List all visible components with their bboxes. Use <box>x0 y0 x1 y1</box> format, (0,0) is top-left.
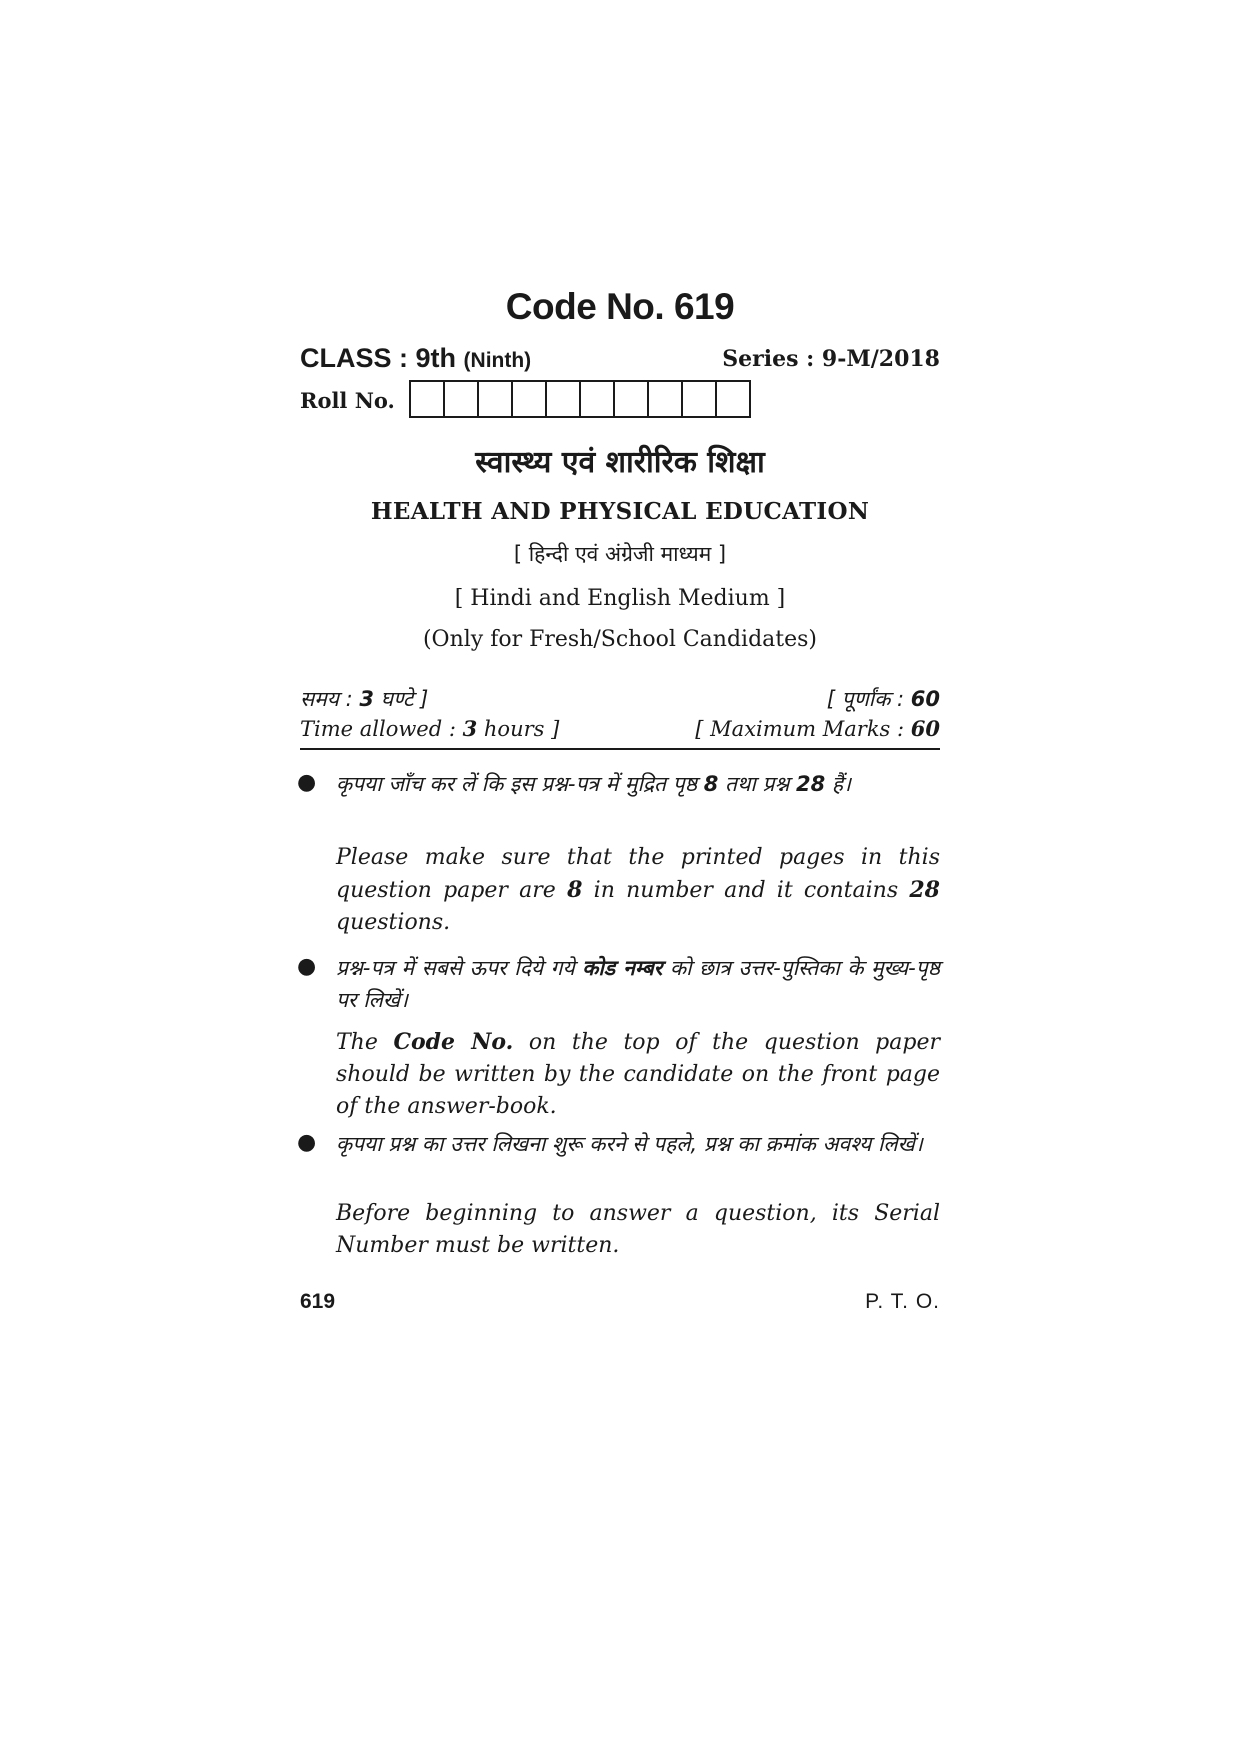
time-marks-row-english <box>300 716 940 746</box>
subject-title-english: HEALTH AND PHYSICAL EDUCATION <box>370 498 870 525</box>
instruction-english <box>336 1026 940 1123</box>
roll-number-box <box>409 380 445 418</box>
instruction-bold: 28 <box>909 877 940 903</box>
bullet-icon: ● <box>297 1130 317 1155</box>
time-english <box>300 716 559 741</box>
instruction-text: कृपया जाँच कर लें कि इस प्रश्न-पत्र में मुद्रित पृष्ठ <box>336 772 704 796</box>
class-series-row <box>300 343 940 379</box>
roll-number-box <box>511 380 547 418</box>
time-english-suffix: hours ] <box>477 717 560 741</box>
roll-number-box <box>477 380 513 418</box>
footer-page-code: 619 <box>300 1290 336 1313</box>
marks-hindi <box>827 685 940 713</box>
medium-hindi: [ हिन्दी एवं अंग्रेजी माध्यम ] <box>513 542 727 566</box>
time-hindi-prefix: समय : <box>300 687 360 711</box>
instruction-text: तथा प्रश्न <box>718 772 796 796</box>
series-label: Series : 9-M/2018 <box>722 346 940 372</box>
marks-hindi-value: 60 <box>910 687 940 711</box>
instruction-hindi <box>336 768 940 800</box>
code-number-title: Code No. 619 <box>505 286 735 327</box>
page-footer <box>300 1290 940 1320</box>
roll-number-box <box>681 380 717 418</box>
instruction-english: Before beginning to answer a question, its Serial Number must be written. <box>336 1201 940 1258</box>
instruction-text: प्रश्न-पत्र में सबसे ऊपर दिये गये <box>336 956 583 980</box>
roll-number-boxes <box>409 380 749 418</box>
subject-title-hindi: स्वास्थ्य एवं शारीरिक शिक्षा <box>475 445 765 480</box>
instruction-text: Please make sure that the printed pages in this question paper are <box>336 845 940 903</box>
class-text: CLASS : 9th <box>300 343 457 373</box>
time-hindi-value: 3 <box>359 687 374 711</box>
time-hindi-suffix: घण्टे ] <box>374 687 429 711</box>
marks-english <box>695 716 940 741</box>
instruction-text: questions. <box>336 910 451 935</box>
instruction-text: हैं। <box>825 772 851 796</box>
bullet-icon: ● <box>297 770 317 795</box>
time-english-value: 3 <box>462 716 478 741</box>
roll-number-box <box>579 380 615 418</box>
roll-number-row <box>300 380 940 420</box>
instruction-bold: 28 <box>795 772 826 796</box>
instruction-hindi <box>336 952 940 1016</box>
roll-number-box <box>545 380 581 418</box>
time-marks-row-hindi <box>300 685 940 715</box>
roll-number-box <box>443 380 479 418</box>
time-english-prefix: Time allowed : <box>300 717 463 741</box>
bullet-icon: ● <box>297 954 317 979</box>
roll-number-box <box>613 380 649 418</box>
instruction-bold: Code No. <box>393 1029 514 1055</box>
instruction-bold: 8 <box>567 877 583 903</box>
marks-hindi-prefix: [ पूर्णांक : <box>826 687 911 711</box>
instruction-bold: कोड नम्बर <box>582 956 663 980</box>
medium-english: [ Hindi and English Medium ] <box>454 586 786 611</box>
candidates-note: (Only for Fresh/School Candidates) <box>422 627 818 652</box>
instruction-text: को छात्र उत्तर-पुस्तिका के मुख्य-पृष्ठ पर लिखें। <box>336 956 940 1012</box>
class-label <box>300 343 531 374</box>
instruction-text: The <box>336 1030 394 1055</box>
roll-number-box <box>647 380 683 418</box>
roll-number-box <box>715 380 751 418</box>
instruction-hindi: कृपया प्रश्न का उत्तर लिखना शुरू करने से पहले, प्रश्न का क्रमांक अवश्य लिखें। <box>336 1132 923 1156</box>
instruction-text: in number and it contains <box>582 878 910 903</box>
marks-english-value: 60 <box>910 716 940 741</box>
instruction-bold: 8 <box>703 772 719 796</box>
marks-english-prefix: [ Maximum Marks : <box>695 717 911 741</box>
roll-number-label: Roll No. <box>300 388 395 413</box>
instruction-english <box>336 842 940 939</box>
footer-pto: P. T. O. <box>865 1290 940 1313</box>
time-hindi <box>300 685 428 713</box>
divider-line <box>300 748 940 750</box>
instruction-text: on the top of the question paper should be written by the candidate on the front page of the answer-book. <box>336 1030 940 1119</box>
class-paren-text: (Ninth) <box>463 349 532 372</box>
